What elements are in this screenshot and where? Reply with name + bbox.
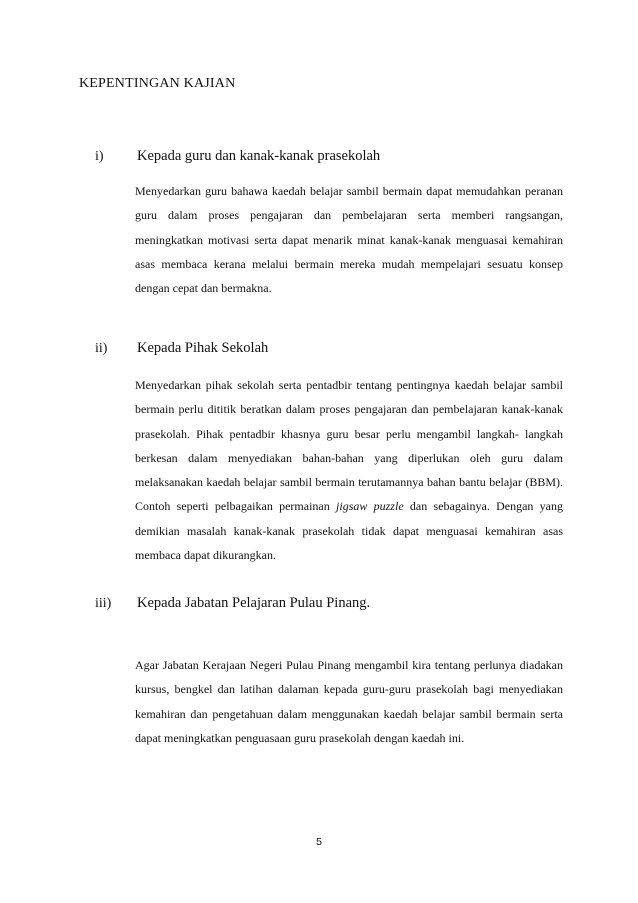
section-number: ii) (95, 341, 108, 356)
section-number: i) (95, 149, 104, 164)
section-title: Kepada Jabatan Pelajaran Pulau Pinang. (137, 595, 371, 611)
section-number: iii) (95, 596, 112, 611)
paragraph-text: dan sebagainya. Dengan yang demikian masalah kanak-kanak prasekolah tidak dapat menguasai kemahiran asas membaca dapat dikurangkan. (135, 499, 564, 563)
section-paragraph: Agar Jabatan Kerajaan Negeri Pulau Pinang mengambil kira tentang perlunya diadakan kursus, bengkel dan latihan dalaman kepada guru-guru prasekolah bagi menyediakan kemahiran dan pengetahuan dalam menggunakan kaedah belajar sambil bermain serta dapat meningkatkan penguasaan guru prasekolah dengan kaedah ini. (135, 658, 563, 745)
page-number: 5 (316, 836, 322, 848)
section-title: Kepada guru dan kanak-kanak prasekolah (137, 148, 381, 164)
section-paragraph: Menyedarkan guru bahawa kaedah belajar sambil bermain dapat memudahkan peranan guru dalam proses pengajaran dan pembelajaran serta memberi rangsangan, meningkatkan motivasi serta dapat menarik minat kanak-kanak menguasai kemahiran asas membaca kerana melalui bermain mereka mudah mempelajari sesuatu konsep dengan cepat dan bermakna. (135, 184, 563, 296)
paragraph-italic-text: jigsaw puzzle (336, 499, 404, 514)
paragraph-text: Menyedarkan pihak sekolah serta pentadbir tentang pentingnya kaedah belajar sambil bermain perlu dititik beratkan dalam proses pengajaran dan pembelajaran kanak-kanak prasekolah. Pihak pentadbir khasnya guru besar perlu mengambil langkah- langkah berkesan dalam menyediakan bahan-bahan yang diperlukan oleh guru dalam melaksanakan kaedah belajar sambil bermain terutamannya bahan bantu belajar (BBM). Contoh seperti pelbagaikan permainan (135, 378, 563, 514)
section-title: Kepada Pihak Sekolah (137, 340, 269, 356)
page-heading: KEPENTINGAN KAJIAN (79, 76, 236, 91)
section-paragraph (135, 373, 563, 567)
